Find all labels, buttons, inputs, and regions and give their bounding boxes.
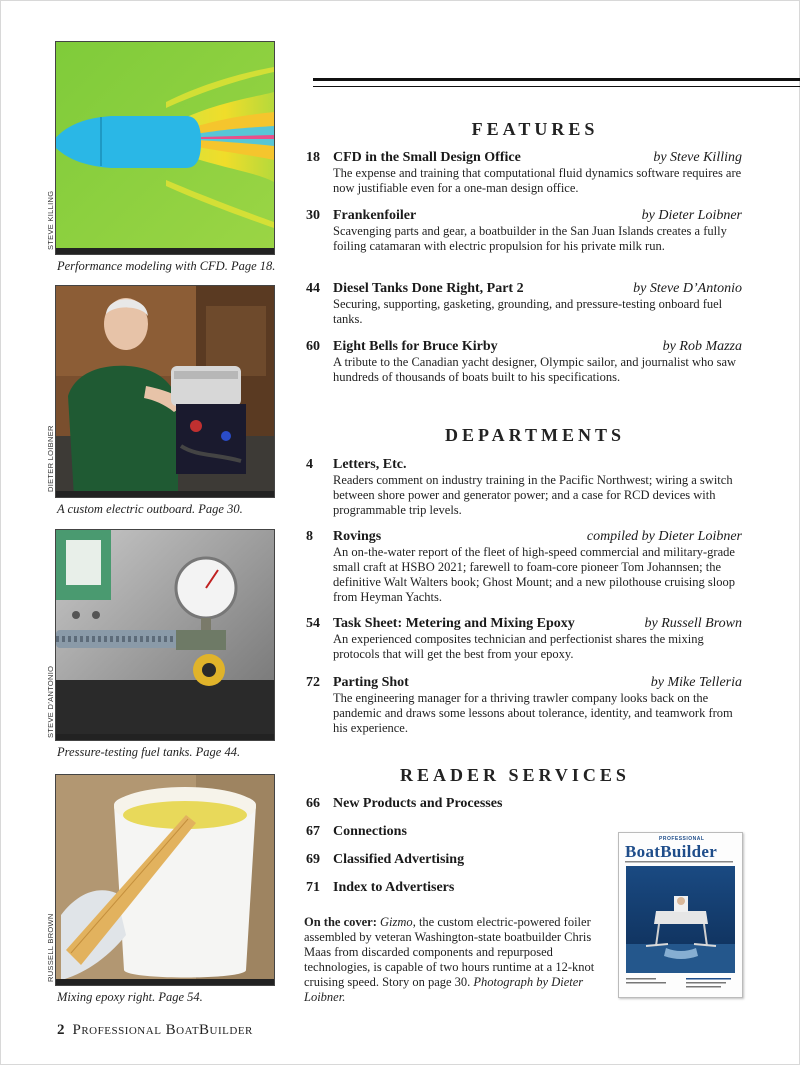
outboard-photo (55, 285, 275, 498)
toc-entry (306, 150, 742, 196)
magazine-tagline-lines (625, 860, 735, 865)
entry-description: The engineering manager for a thriving trawler company looks back on the pandemic and draws some lessons about tolerance, identity, and teamwork from his experience. (333, 691, 733, 735)
cover-boat-name: Gizmo (380, 915, 413, 929)
entry-page[interactable]: 30 (306, 208, 320, 223)
reader-service-item[interactable] (306, 852, 464, 868)
reader-service-page: 66 (306, 796, 320, 811)
entry-byline: by Rob Mazza (662, 339, 742, 354)
entry-title[interactable]: Task Sheet: Metering and Mixing Epoxy (333, 616, 575, 631)
entry-title[interactable]: Eight Bells for Bruce Kirby (333, 339, 498, 354)
toc-entry (306, 208, 742, 254)
entry-page[interactable]: 60 (306, 339, 320, 354)
features-heading: FEATURES (471, 119, 599, 139)
photo-caption: A custom electric outboard. Page 30. (57, 502, 243, 516)
toc-entry (306, 339, 742, 385)
magazine-kicker: PROFESSIONAL (659, 836, 705, 842)
entry-byline: by Russell Brown (644, 616, 742, 631)
entry-description: A tribute to the Canadian yacht designer, Olympic sailor, and journalist who saw hundreds of thousands of boats built to his specifications. (333, 355, 737, 384)
entry-description: An on-the-water report of the fleet of high-speed commercial and military-grade small craft at HSBO 2021; farewell to foam-core pioneer Tom Johannsen; the definitive Walt Walters book; Ghost Mount; and a new pilothouse cruising sloop from Heyman Yachts. (333, 545, 735, 604)
entry-byline: by Mike Telleria (650, 675, 742, 690)
reader-service-title: Connections (333, 824, 407, 839)
photo-caption: Pressure-testing fuel tanks. Page 44. (57, 745, 241, 759)
entry-description: Readers comment on industry training in the Pacific Northwest; wiring a switch between shore power and generator power; and a case for RCD devices with programmable trip levels. (333, 473, 733, 517)
reader-service-item[interactable] (306, 796, 502, 812)
entry-title[interactable]: Frankenfoiler (333, 208, 417, 223)
photo-caption: Mixing epoxy right. Page 54. (57, 990, 203, 1004)
entry-description: Scavenging parts and gear, a boatbuilder in the San Juan Islands creates a fully foiling catamaran with electric propulsion for his private milk run. (333, 224, 727, 253)
reader-service-page: 69 (306, 852, 320, 867)
reader-service-title: Classified Advertising (333, 852, 465, 867)
entry-byline: by Dieter Loibner (641, 208, 742, 223)
toc-entry (306, 529, 742, 605)
reader-service-title: New Products and Processes (333, 796, 503, 811)
epoxy-mixing-photo (55, 774, 275, 986)
entry-title[interactable]: Rovings (333, 529, 382, 544)
cover-photo-credit: Photograph by Dieter Loibner. (304, 975, 584, 1004)
magazine-cover-image (626, 866, 735, 973)
reader-service-title: Index to Advertisers (333, 880, 455, 895)
toc-entry (306, 675, 742, 736)
entry-page[interactable]: 54 (306, 616, 320, 631)
entry-page[interactable]: 44 (306, 281, 320, 296)
pressure-gauge-photo (55, 529, 275, 741)
reader-service-item[interactable] (306, 824, 407, 840)
reader-services-heading: READER SERVICES (400, 765, 630, 785)
magazine-cover-thumbnail[interactable] (618, 832, 743, 998)
entry-page[interactable]: 8 (306, 529, 313, 544)
photo-credit: STEVE KILLING (46, 190, 55, 250)
toc-entry (306, 457, 742, 518)
entry-page[interactable]: 72 (306, 675, 320, 690)
entry-description: Securing, supporting, gasketing, grounding, and pressure-testing onboard fuel tanks. (333, 297, 723, 326)
photo-credit: RUSSELL BROWN (46, 913, 55, 982)
footer-page-number: 2 (57, 1022, 65, 1038)
entry-page[interactable]: 18 (306, 150, 320, 165)
entry-byline: compiled by Dieter Loibner (586, 529, 742, 544)
entry-description: The expense and training that computational fluid dynamics software requires are now justifiable even for a one-man design office. (333, 166, 742, 195)
cover-label: On the cover: (304, 915, 377, 929)
magazine-cover-footer (626, 976, 735, 992)
photo-caption: Performance modeling with CFD. Page 18. (57, 259, 276, 273)
photo-credit: DIETER LOIBNER (46, 425, 55, 492)
footer-publication: Professional BoatBuilder (72, 1022, 253, 1038)
entry-byline: by Steve Killing (653, 150, 742, 165)
header-rule-thick (313, 78, 800, 81)
toc-entry (306, 616, 742, 662)
entry-byline: by Steve D’Antonio (633, 281, 742, 296)
cover-text: , the custom electric-powered foiler assembled by veteran Washington-state boatbuilder Chris Maas from discarded components and repurposed technologies, is capable of two hours runtime at a 12-knot cruising speed. Story on page 30. (304, 915, 595, 989)
header-rule-thin (313, 86, 800, 87)
photo-credit: STEVE D’ANTONIO (46, 665, 55, 738)
departments-heading: DEPARTMENTS (444, 425, 626, 445)
entry-title[interactable]: CFD in the Small Design Office (333, 150, 521, 165)
toc-entry (306, 281, 742, 327)
page-footer (57, 1022, 253, 1039)
cover-description (304, 915, 606, 1005)
entry-page[interactable]: 4 (306, 457, 313, 472)
cfd-photo (55, 41, 275, 255)
entry-title[interactable]: Diesel Tanks Done Right, Part 2 (333, 281, 524, 296)
reader-service-page: 67 (306, 824, 320, 839)
entry-description: An experienced composites technician and perfectionist shares the mixing protocols that will get the best from your epoxy. (333, 632, 704, 661)
entry-title[interactable]: Parting Shot (333, 675, 409, 690)
reader-service-item[interactable] (306, 880, 454, 896)
magazine-title: BoatBuilder (625, 842, 718, 861)
entry-title[interactable]: Letters, Etc. (333, 457, 407, 472)
reader-service-page: 71 (306, 880, 320, 895)
